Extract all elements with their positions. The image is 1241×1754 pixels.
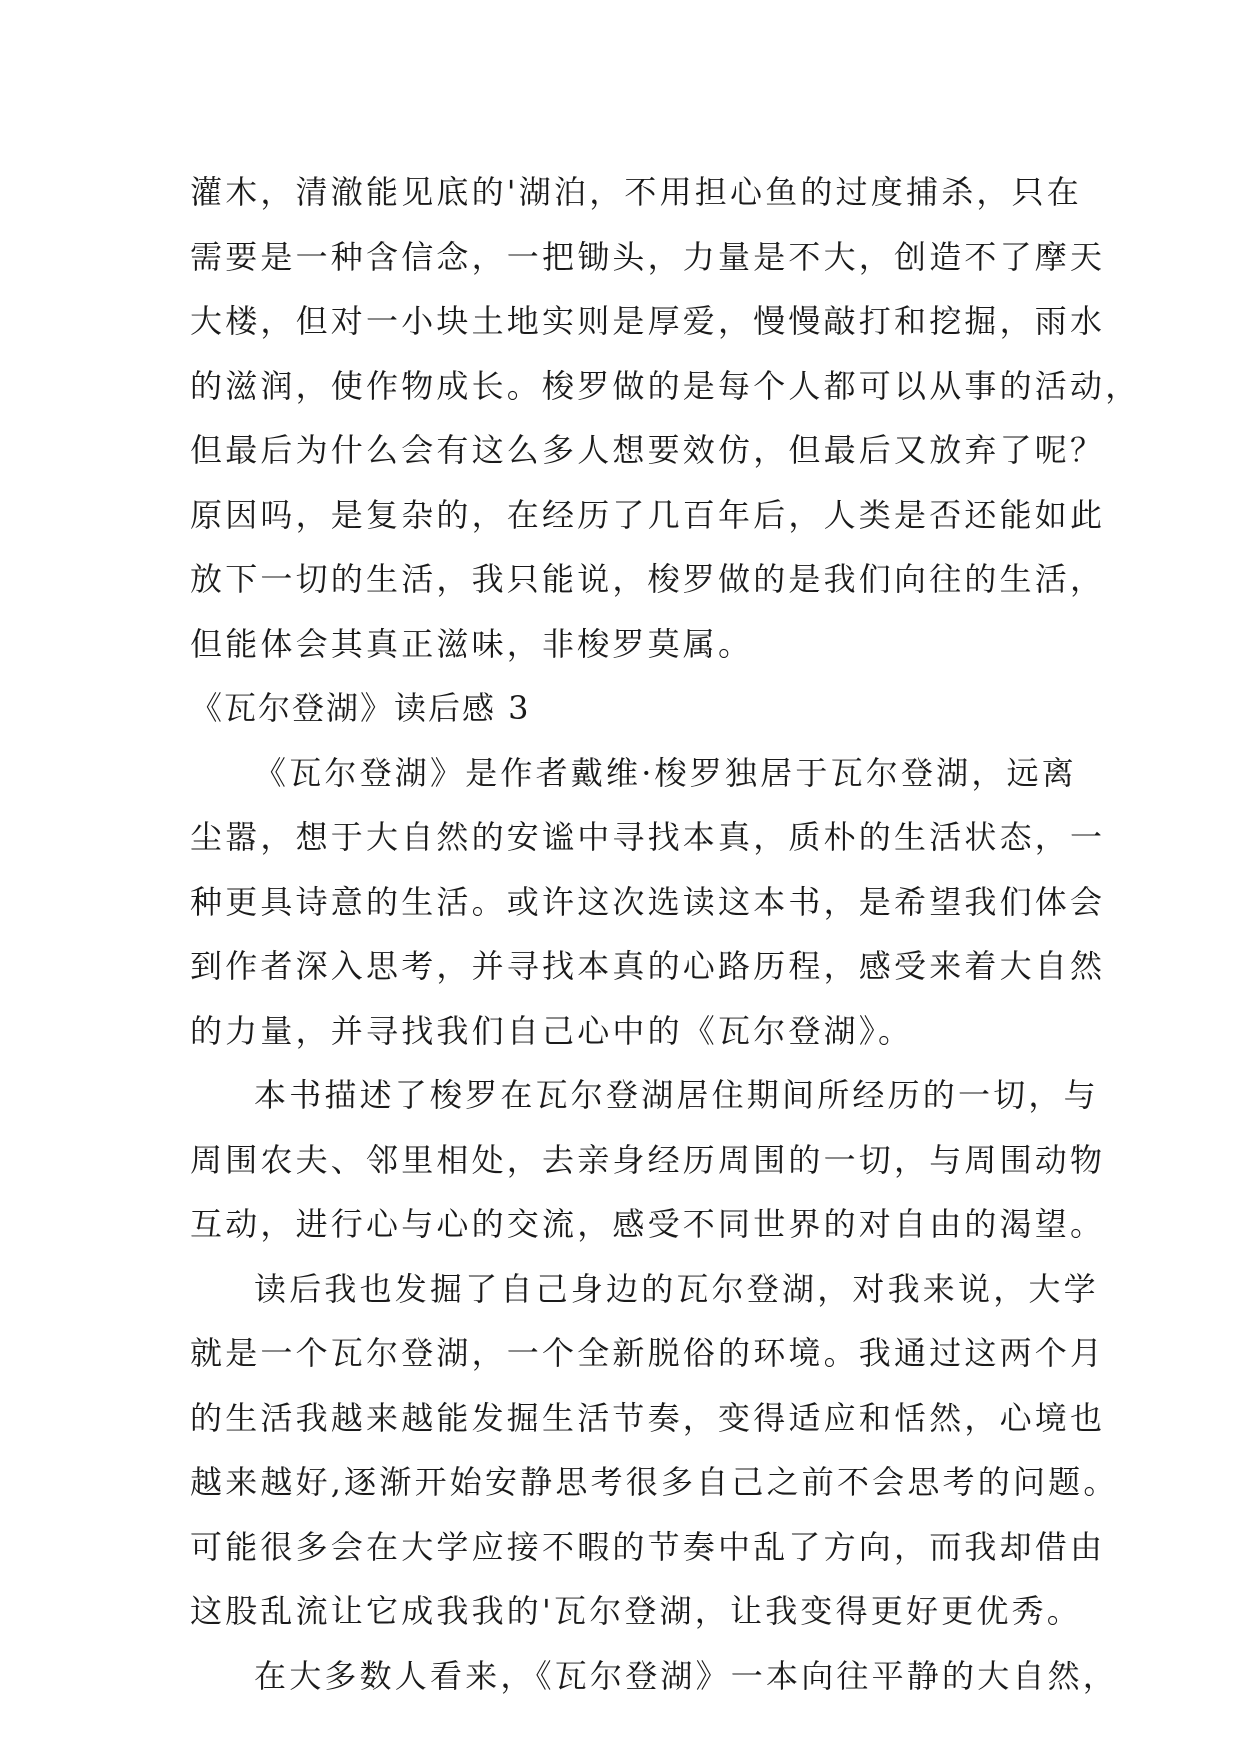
text-line: 但能体会其真正滋味，非梭罗莫属。: [190, 624, 754, 663]
document-body: [190, 160, 1141, 1708]
text-line: 灌木，清澈能见底的'湖泊，不用担心鱼的过度捕杀，只在: [190, 173, 1082, 211]
text-line: 大楼，但对一小块土地实则是厚爱，慢慢敲打和挖掘，雨水: [190, 302, 1106, 340]
text-line: 越来越好,逐渐开始安静思考很多自己之前不会思考的问题。: [190, 1463, 1119, 1501]
text-line: 需要是一种含信念，一把锄头，力量是不大，创造不了摩天: [190, 237, 1106, 276]
text-line: 放下一切的生活，我只能说，梭罗做的是我们向往的生活，: [190, 560, 1106, 598]
section-heading: 《瓦尔登湖》读后感 3: [190, 689, 531, 727]
text-line: 到作者深入思考，并寻找本真的心路历程，感受来着大自然: [190, 947, 1106, 985]
text-line: 本书描述了梭罗在瓦尔登湖居住期间所经历的一切，与: [254, 1076, 1099, 1114]
text-line: 尘嚣，想于大自然的安谧中寻找本真，质朴的生活状态，一: [190, 818, 1106, 856]
text-line: 种更具诗意的生活。或许这次选读这本书，是希望我们体会: [190, 882, 1106, 921]
text-line: 的滋润，使作物成长。梭罗做的是每个人都可以从事的活动，: [190, 366, 1141, 405]
text-line: 就是一个瓦尔登湖，一个全新脱俗的环境。我通过这两个月: [190, 1334, 1106, 1372]
text-line: 原因吗，是复杂的，在经历了几百年后，人类是否还能如此: [190, 495, 1106, 534]
text-line: 互动，进行心与心的交流，感受不同世界的对自由的渴望。: [190, 1205, 1106, 1243]
text-line: 这股乱流让它成我我的'瓦尔登湖，让我变得更好更优秀。: [190, 1592, 1082, 1630]
text-line: 但最后为什么会有这么多人想要效仿，但最后又放弃了呢？: [190, 431, 1106, 469]
text-line: 《瓦尔登湖》是作者戴维·梭罗独居于瓦尔登湖，远离: [254, 753, 1077, 792]
text-line: 周围农夫、邻里相处，去亲身经历周围的一切，与周围动物: [190, 1140, 1106, 1179]
text-line: 在大多数人看来，《瓦尔登湖》一本向往平静的大自然，: [254, 1656, 1119, 1695]
text-line: 可能很多会在大学应接不暇的节奏中乱了方向，而我却借由: [190, 1527, 1106, 1566]
text-line: 的力量，并寻找我们自己心中的《瓦尔登湖》。: [190, 1011, 914, 1050]
text-line: 读后我也发掘了自己身边的瓦尔登湖，对我来说，大学: [254, 1269, 1099, 1308]
text-line: 的生活我越来越能发掘生活节奏，变得适应和恬然，心境也: [190, 1398, 1106, 1437]
